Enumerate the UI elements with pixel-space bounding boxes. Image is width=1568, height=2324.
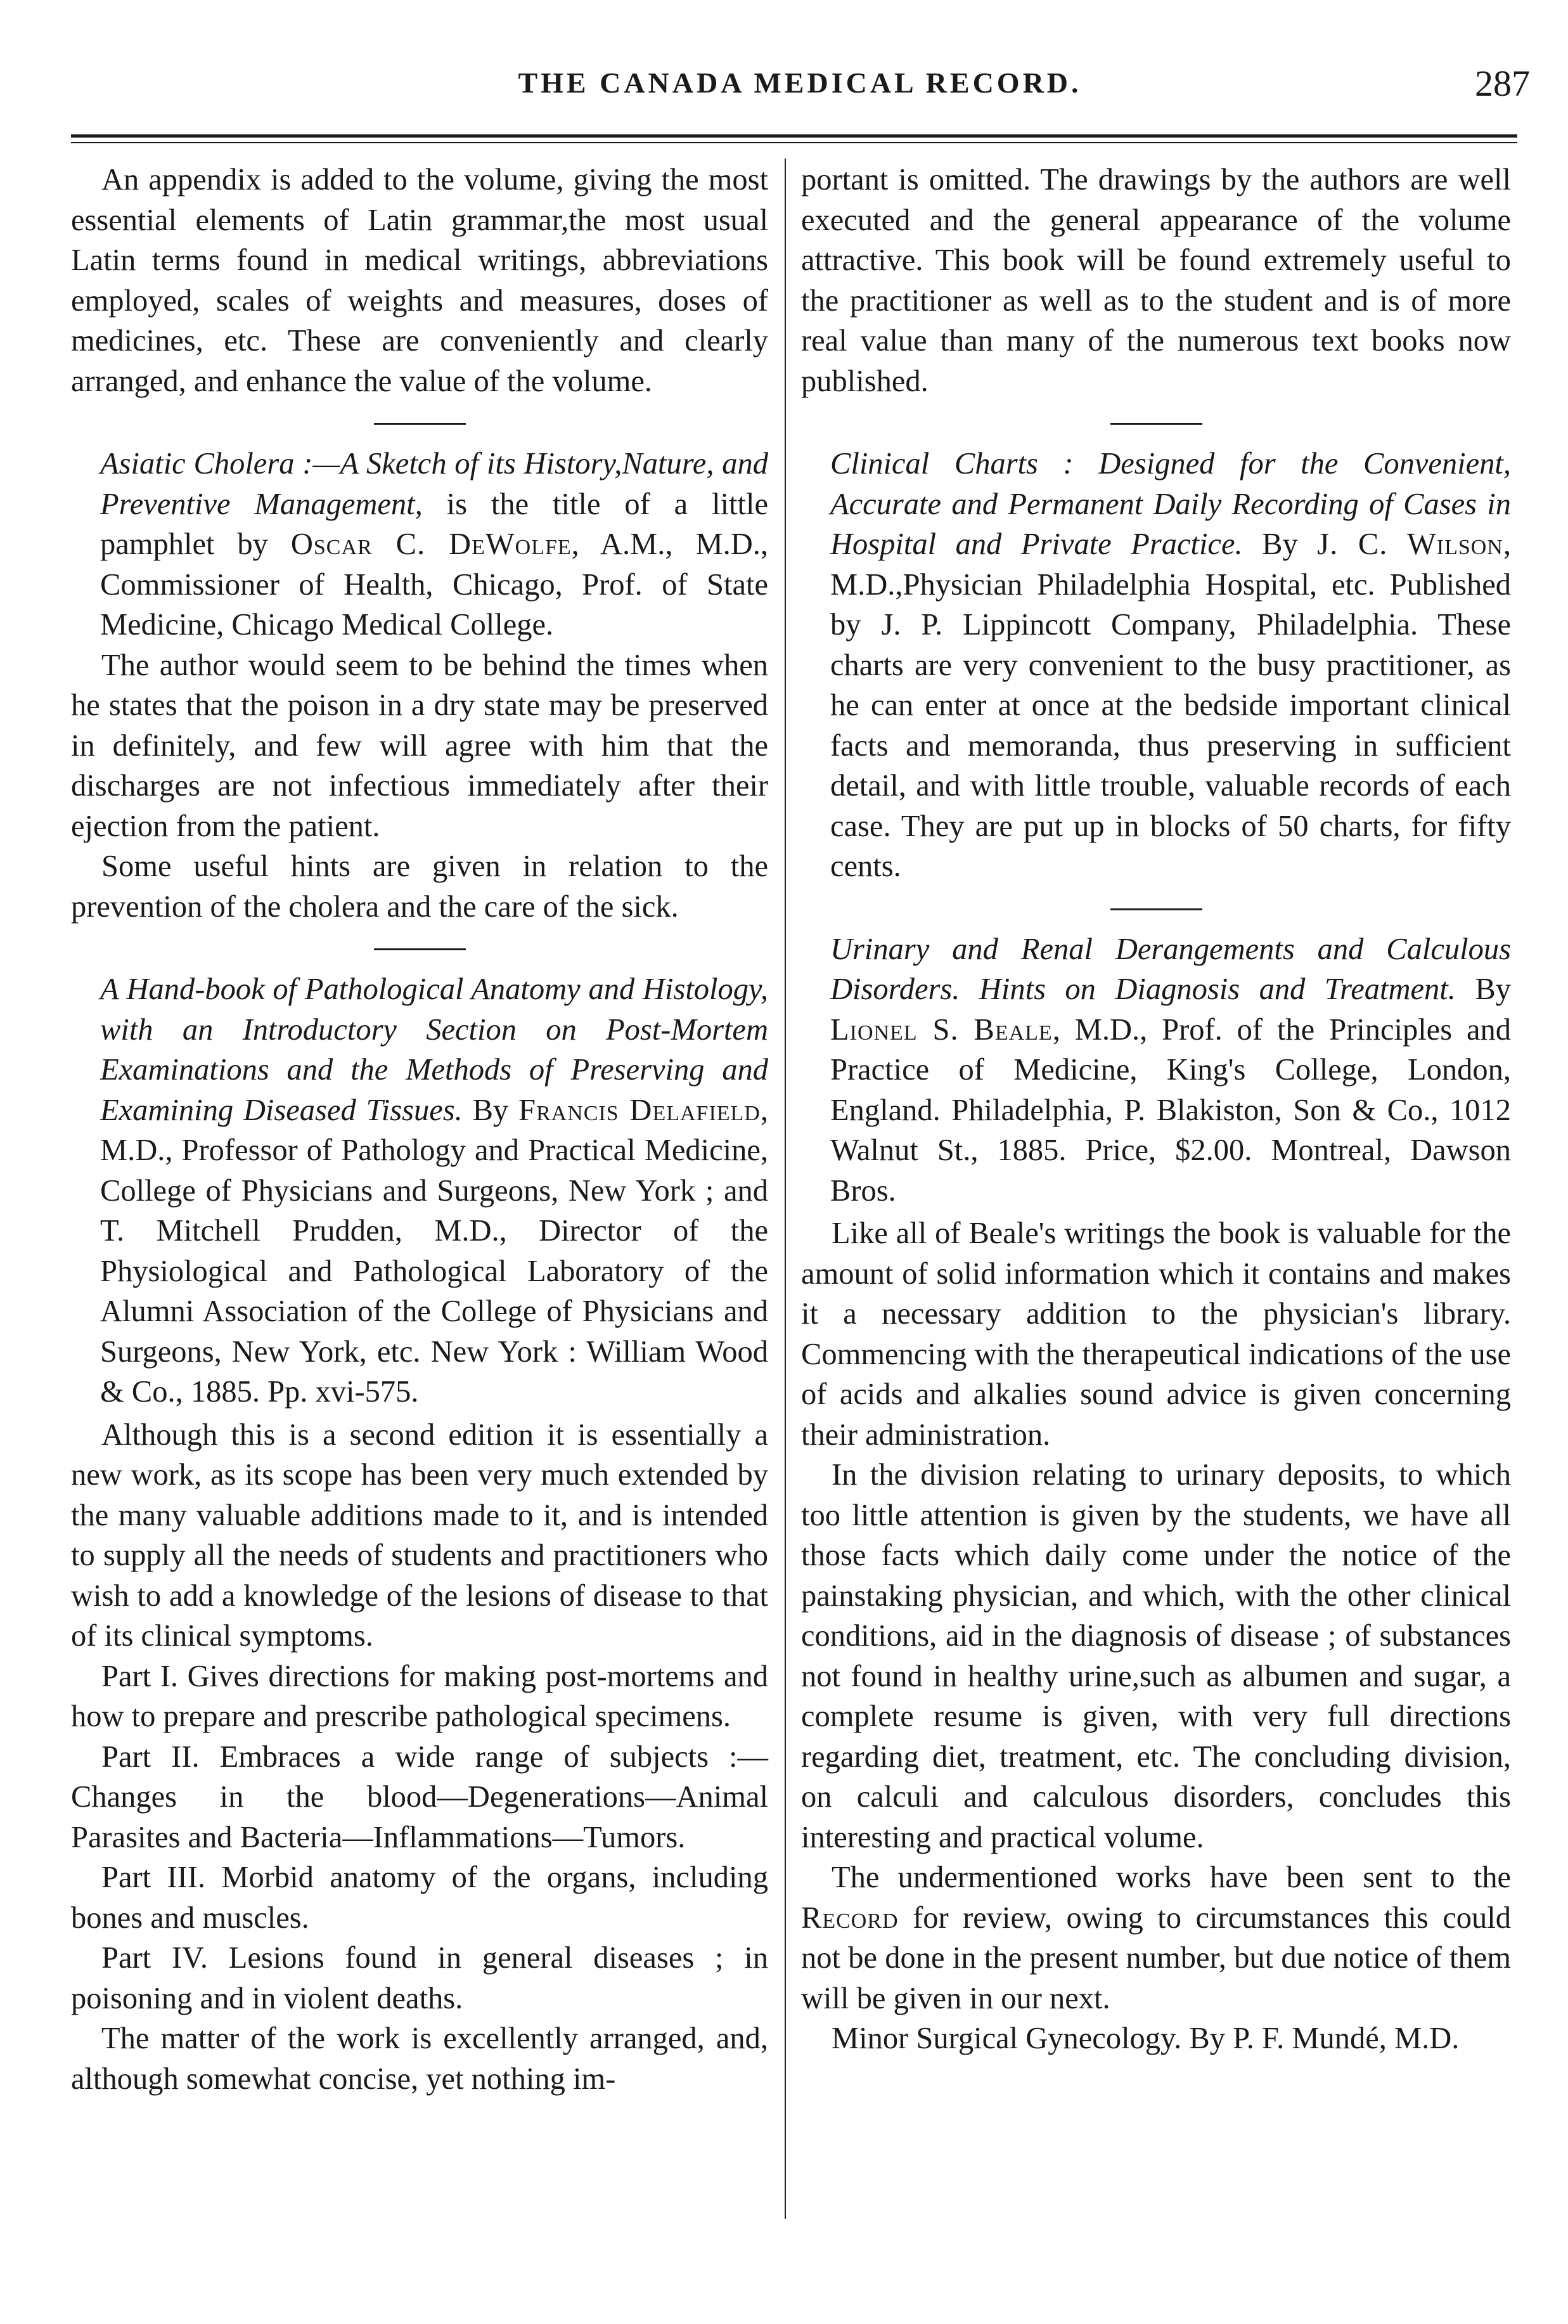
delafield-credentials: , M.D., Professor of Pathology and Practical Medicine, College of Physicians and Surgeons, New York ; and T. Mitchell Prudden, M.D., Director of the Physiological and Pathological Laboratory of the Alumni Association of the College of Physicians and Surgeons, New York, etc. New York : William Wood & Co., 1885. Pp. xvi-575. (100, 1093, 768, 1409)
header-rule-thin (71, 142, 1517, 143)
charts-title: Clinical Charts : Designed for the Convenient, Accurate and Permanent Daily Recording of Cases in Hospital and Private Practice. (830, 447, 1511, 561)
beale-by: By (1455, 972, 1511, 1006)
notice-text-before: The undermentioned works have been sent to the (832, 1861, 1511, 1894)
journal-title: THE CANADA MEDICAL RECORD. (518, 67, 1082, 99)
delafield-part-1: Part I. Gives directions for making post-mortems and how to prepare and prescribe pathological specimens. (71, 1659, 768, 1733)
continuation-paragraph: portant is omitted. The drawings by the authors are well executed and the general appearance of the volume attractive. This book will be found extremely useful to the practitioner as well as to the student and is of more real value than many of the numerous text books now published. (801, 163, 1511, 398)
notice-record: Record (801, 1901, 899, 1935)
right-column (801, 160, 1511, 2059)
cholera-review-heading (71, 444, 768, 645)
header-rule (71, 134, 1517, 138)
beale-credentials: , M.D., Prof. of the Principles and Practice of Medicine, King's College, London, England. Philadelphia, P. Blakiston, Son & Co., 1012 Walnut St., 1885. Price, $2.00. Montreal, Dawson Bros. (830, 1012, 1511, 1208)
cholera-paragraph-1: The author would seem to be behind the times when he states that the poison in a dry state may be preserved in definitely, and few will agree with him that the discharges are not infectious immediately after their ejection from the patient. (71, 648, 768, 843)
delafield-book-title: A Hand-book of Pathological Anatomy and Histology, with an Introductory Section on Post-Mortem Examinations and the Methods of Preserving and Examining Diseased Tissues. (100, 972, 768, 1127)
beale-author: Lionel S. Beale (830, 1012, 1053, 1047)
notice-listing: Minor Surgical Gynecology. By P. F. Mundé, M.D. (832, 2022, 1460, 2055)
cholera-credentials: , A.M., M.D., Commissioner of Health, Chicago, Prof. of State Medicine, Chicago Medical College. (100, 527, 768, 642)
delafield-part-2: Part II. Embraces a wide range of subjects :—Changes in the blood—Degenerations—Animal Parasites and Bacteria—Inflammations—Tumors. (71, 1740, 768, 1854)
delafield-paragraph-last: The matter of the work is excellently arranged, and, although somewhat concise, yet nothing im- (71, 2022, 768, 2096)
charts-rest: , M.D.,Physician Philadelphia Hospital, etc. Published by J. P. Lippincott Company, Philadelphia. These charts are very convenient to the busy practitioner, as he can enter at once at the bedside important clinical facts and memoranda, thus preserving in sufficient detail, and with little trouble, valuable records of each case. They are put up in blocks of 50 charts, for fifty cents. (830, 527, 1511, 883)
cholera-book-title: Asiatic Cholera :—A Sketch of its History,Nature, and Preventive Management, (100, 447, 768, 521)
beale-paragraph-2: In the division relating to urinary deposits, to which too little attention is given by the students, we have all those facts which daily come under the notice of the painstaking physician, and which, with the other clinical conditions, aid in the diagnosis of disease ; of substances not found in healthy urine,such as albumen and sugar, a complete resume is given, with very full directions regarding diet, treatment, etc. The concluding division, on calculi and calculous disorders, concludes this interesting and practical volume. (801, 1458, 1511, 1854)
column-divider (785, 158, 786, 2219)
cholera-intro: is the title of a little pamphlet by (100, 487, 768, 561)
appendix-paragraph: An appendix is added to the volume, giving the most essential elements of Latin grammar,the most usual Latin terms found in medical writings, abbreviations employed, scales of weights and measures, doses of medicines, etc. These are conveniently and clearly arranged, and enhance the value of the volume. (71, 163, 768, 398)
section-separator (374, 948, 466, 950)
charts-author: J. C. Wilson (1317, 527, 1503, 561)
notice-paragraph (801, 1857, 1511, 2018)
charts-review (801, 444, 1511, 887)
delafield-part-4: Part IV. Lesions found in general diseases ; in poisoning and in violent deaths. (71, 1941, 768, 2015)
charts-by: By (1242, 527, 1318, 561)
notice-text-after: for review, owing to circumstances this could not be done in the present number, but due notice of them will be given in our next. (801, 1901, 1511, 2015)
section-separator (1110, 908, 1202, 910)
delafield-review-heading (71, 969, 768, 1412)
beale-book-title: Urinary and Renal Derangements and Calculous Disorders. Hints on Diagnosis and Treatment. (830, 932, 1511, 1006)
section-separator (374, 423, 466, 425)
running-head (70, 63, 1530, 123)
delafield-author: Francis Delafield (518, 1093, 761, 1127)
delafield-paragraph-1: Although this is a second edition it is essentially a new work, as its scope has been very much extended by the many valuable additions made to it, and is intended to supply all the needs of students and practitioners who wish to add a knowledge of the lesions of disease to that of its clinical symptoms. (71, 1417, 768, 1653)
cholera-paragraph-2: Some useful hints are given in relation to the prevention of the cholera and the care of the sick. (71, 849, 768, 924)
cholera-author: Oscar C. DeWolfe (290, 527, 572, 561)
left-column (71, 160, 768, 2099)
section-separator (1110, 423, 1202, 425)
beale-paragraph-1: Like all of Beale's writings the book is valuable for the amount of solid information which it contains and makes it a necessary addition to the physician's library. Commencing with the therapeutical indications of the use of acids and alkalies sound advice is given concerning their administration. (801, 1217, 1511, 1452)
delafield-by: By (462, 1093, 518, 1127)
beale-review-heading (801, 929, 1511, 1211)
delafield-part-3: Part III. Morbid anatomy of the organs, including bones and muscles. (71, 1861, 768, 1935)
page-number: 287 (1475, 63, 1530, 104)
